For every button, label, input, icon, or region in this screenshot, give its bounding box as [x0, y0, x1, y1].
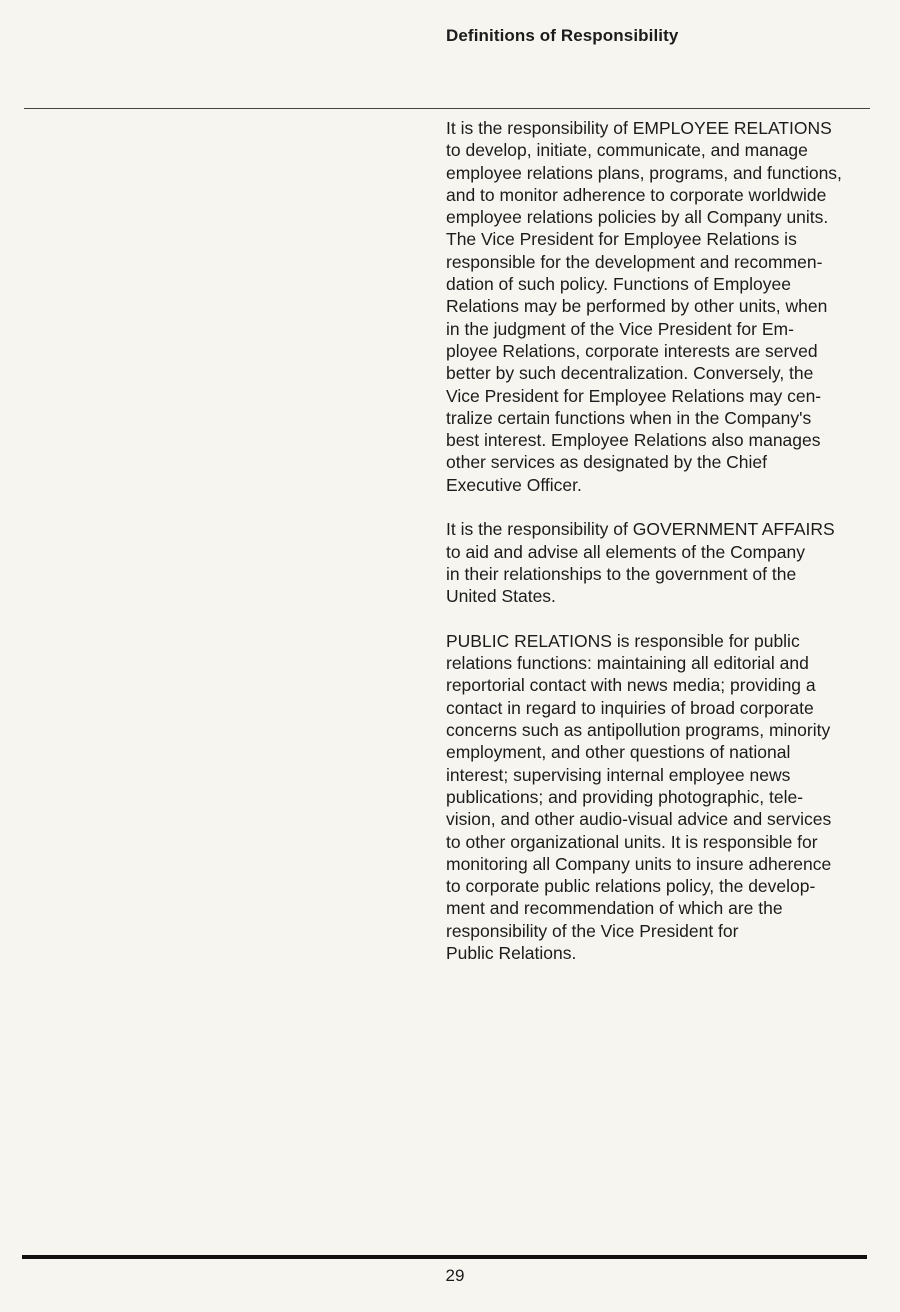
text-line: concerns such as antipollution programs, minority — [446, 720, 831, 741]
text-line: monitoring all Company units to insure adherence — [446, 853, 832, 874]
text-line: best interest. Employee Relations also manages — [446, 430, 821, 451]
text-line: employment, and other questions of national — [446, 742, 791, 763]
top-divider — [24, 108, 870, 109]
text-line: It is the responsibility of GOVERNMENT AFFAIRS — [446, 519, 835, 540]
text-line: to develop, initiate, communicate, and manage — [446, 140, 808, 161]
text-line: employee relations plans, programs, and functions, — [446, 162, 842, 183]
text-line: dation of such policy. Functions of Employee — [446, 274, 792, 295]
text-line: ment and recommendation of which are the — [446, 898, 783, 919]
text-line: tralize certain functions when in the Company's — [446, 407, 812, 428]
text-line: ployee Relations, corporate interests are served — [446, 340, 818, 361]
text-line: employee relations policies by all Company units. — [446, 207, 829, 228]
text-line: Executive Officer. — [446, 474, 582, 495]
text-line: The Vice President for Employee Relations is — [446, 229, 797, 250]
text-line: It is the responsibility of EMPLOYEE RELATIONS — [446, 118, 832, 138]
text-line: PUBLIC RELATIONS is responsible for public — [446, 630, 800, 651]
bottom-divider — [22, 1255, 867, 1259]
text-line: in the judgment of the Vice President for Em- — [446, 318, 794, 339]
text-line: to other organizational units. It is responsible for — [446, 831, 818, 852]
text-line: United States. — [446, 586, 556, 607]
text-line: and to monitor adherence to corporate worldwide — [446, 184, 827, 205]
text-line: better by such decentralization. Conversely, the — [446, 363, 814, 384]
text-line: reportorial contact with news media; providing a — [446, 675, 816, 696]
text-line: responsibility of the Vice President for — [446, 920, 739, 941]
text-line: contact in regard to inquiries of broad corporate — [446, 697, 814, 718]
text-line: Vice President for Employee Relations may cen- — [446, 385, 822, 406]
text-line: to aid and advise all elements of the Company — [446, 541, 805, 562]
text-line: publications; and providing photographic, tele- — [446, 786, 804, 807]
text-line: to corporate public relations policy, the develop- — [446, 876, 816, 897]
text-line: vision, and other audio-visual advice and services — [446, 809, 832, 830]
paragraph-government-affairs — [446, 518, 876, 607]
text-line: relations functions: maintaining all editorial and — [446, 653, 809, 674]
text-line: responsible for the development and recommen- — [446, 251, 823, 272]
text-line: other services as designated by the Chief — [446, 452, 768, 473]
paragraph-employee-relations — [446, 117, 876, 496]
body-text — [446, 117, 876, 987]
page-title: Definitions of Responsibility — [446, 26, 679, 45]
text-line: Relations may be performed by other units, when — [446, 296, 828, 317]
page-number: 29 — [445, 1266, 465, 1285]
text-line: in their relationships to the government of the — [446, 563, 797, 584]
paragraph-public-relations — [446, 630, 876, 964]
text-line: interest; supervising internal employee news — [446, 764, 791, 785]
text-line: Public Relations. — [446, 942, 577, 963]
